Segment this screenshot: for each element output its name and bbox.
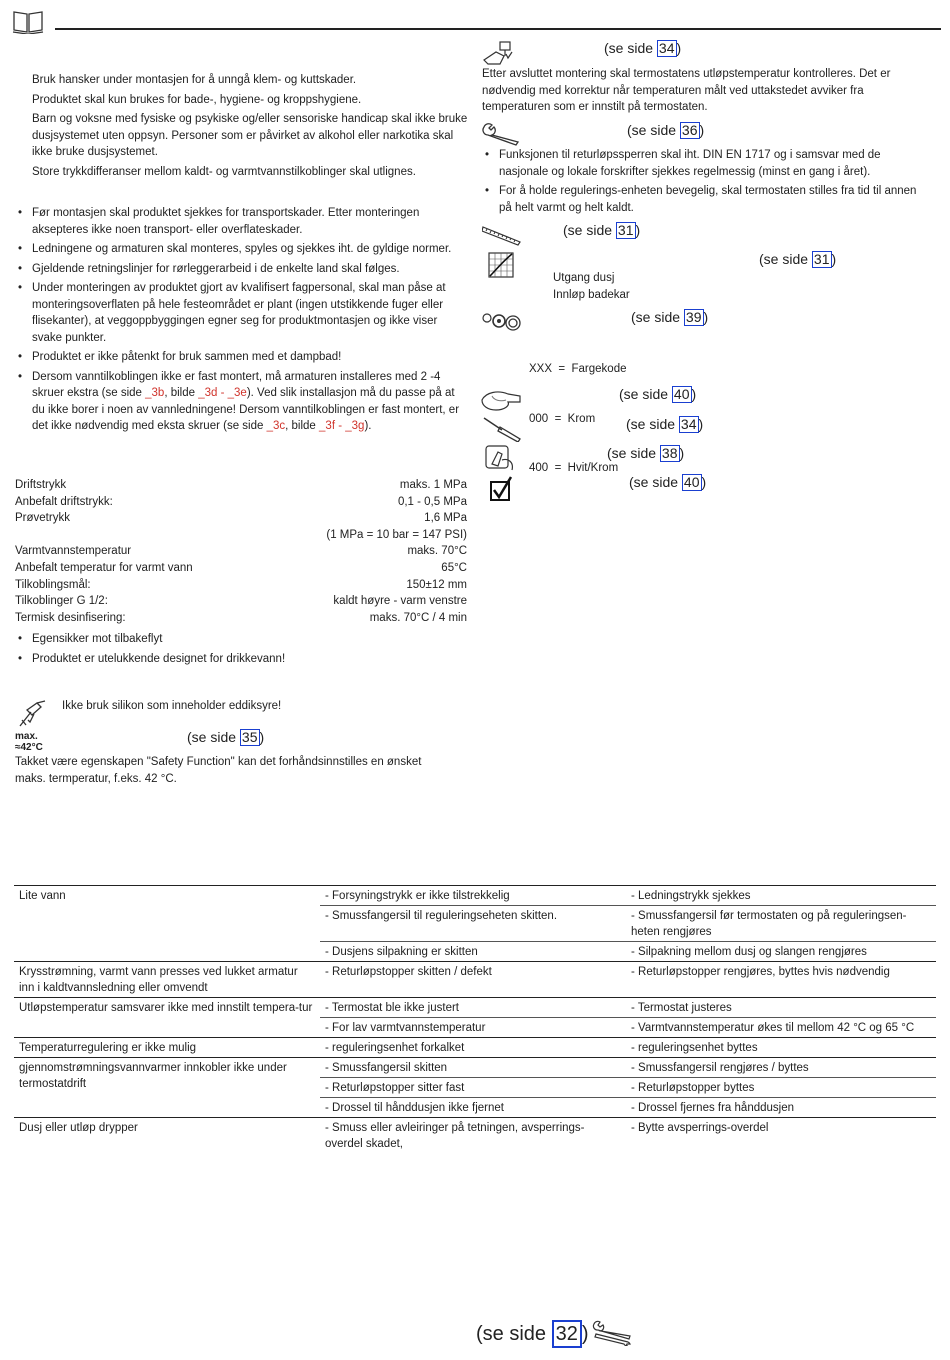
spec-value: maks. 70°C	[407, 545, 467, 558]
service-bullet: • Funksjonen til returløpssperren skal iht. DIN EN 1717 og i samsvar med de nasjonale og lokale forskrifter sjekkes regelmessig (minst en gang i året).	[482, 147, 922, 180]
ruler-icon	[482, 224, 522, 246]
text: ).	[364, 420, 372, 432]
see-page-label: (se side	[619, 386, 672, 402]
paren: )	[679, 445, 685, 461]
remedy-cell: - Returløpstopper byttes	[626, 1078, 936, 1098]
problem-cell: Temperaturregulering er ikke mulig	[14, 1038, 320, 1058]
max-label: max.	[15, 731, 38, 742]
remedy-cell: - Varmtvannstemperatur økes til mellom 42 °C og 65 °C	[626, 1018, 936, 1038]
page-ref	[629, 474, 706, 491]
page-ref	[619, 386, 696, 403]
silicone-gun-icon	[17, 700, 47, 728]
paren: )	[676, 40, 682, 56]
page-ref	[759, 251, 836, 268]
figure-link[interactable]: _3f - _3g	[319, 420, 365, 432]
safety-note: Store trykkdifferanser mellom kaldt- og varmtvannstilkoblinger skal utlignes.	[32, 165, 416, 178]
text: ). Ved slik installasjon må du passe på at du ikke borer i noen av vannledningene! Dersom vanntilkoblingen er fast montert, er det ikke nødvendig med eksta skruer (se side	[32, 387, 460, 432]
safety-note: Barn og voksne med fysiske og psykiske og/eller sensoriske handicap skal ikke bruke dusjsystemet uten oppsyn. Personer som er påvirket av alkohol eller narkotika skal ikke bruke dusjsystemet.	[32, 113, 468, 158]
book-icon	[12, 8, 44, 34]
page-link[interactable]: 31	[617, 222, 634, 238]
table-row	[14, 1038, 936, 1058]
see-page-label: (se side	[604, 40, 657, 56]
page-link[interactable]: 34	[680, 416, 697, 432]
spec-label: Anbefalt driftstrykk:	[15, 495, 113, 508]
page-ref	[631, 309, 708, 326]
flow-labels	[553, 270, 630, 303]
table-row	[14, 1118, 936, 1154]
spec-label: Prøvetrykk	[15, 512, 70, 525]
remedy-cell: - Smussfangersil rengjøres / byttes	[626, 1058, 936, 1078]
cause-cell: - reguleringsenhet forkalket	[320, 1038, 626, 1058]
mounting-instructions	[15, 205, 468, 438]
safety-note: Bruk hansker under montasjen for å unngå klem- og kuttskader.	[32, 74, 357, 86]
spec-label: Anbefalt temperatur for varmt vann	[15, 561, 193, 574]
remedy-cell: - Smussfangersil før termostaten og på reguleringsen-heten rengjøres	[626, 906, 936, 942]
page-link[interactable]: 38	[661, 445, 678, 461]
safety-notes	[32, 72, 468, 180]
spec-value: 0,1 - 0,5 MPa	[397, 495, 467, 508]
problem-cell: Utløpstemperatur samsvarer ikke med innstilt tempera-tur	[14, 998, 320, 1038]
see-page-label: (se side	[631, 309, 684, 325]
paren: )	[698, 416, 704, 432]
remedy-cell: - Ledningstrykk sjekkes	[626, 886, 936, 906]
text: , bilde	[164, 387, 199, 399]
max-temp-icon	[15, 731, 43, 753]
safety-note: Produktet skal kun brukes for bade-, hygiene- og kroppshygiene.	[32, 93, 362, 106]
cause-cell: - Drossel til hånddusjen ikke fjernet	[320, 1098, 626, 1118]
problem-cell: Lite vann	[14, 886, 320, 962]
spec-value: 150±12 mm	[406, 578, 467, 591]
spec-value: 65°C	[441, 561, 467, 574]
handle-mount-icon	[484, 444, 516, 472]
spec-row	[15, 510, 467, 527]
cause-cell: - Termostat ble ikke justert	[320, 998, 626, 1018]
cause-cell: - Smuss eller avleiringer på tetningen, avsperrings-overdel skadet,	[320, 1118, 626, 1154]
spec-label: Driftstrykk	[15, 479, 67, 491]
cause-cell: - Dusjens silpakning er skitten	[320, 942, 626, 962]
cause-cell: - Forsyningstrykk er ikke tilstrekkelig	[320, 886, 626, 906]
spec-row	[15, 577, 467, 594]
see-page-label: (se side	[759, 251, 812, 267]
page-link[interactable]: 39	[685, 309, 702, 325]
page-ref	[563, 222, 640, 239]
spec-row	[15, 477, 467, 494]
spec-value: (1 MPa = 10 bar = 147 PSI)	[326, 528, 467, 541]
page-link[interactable]: 40	[683, 474, 700, 490]
page-link[interactable]: 31	[813, 251, 830, 267]
spec-row	[15, 527, 467, 544]
wrench-icon	[482, 122, 522, 146]
mounting-bullet: • Produktet er ikke påtenkt for bruk sammen med et dampbad!	[15, 349, 468, 366]
flow-label: Innløp badekar	[553, 288, 630, 301]
colour-code: 000 = Krom	[529, 412, 596, 425]
table-row	[14, 998, 936, 1018]
wrenches-icon	[592, 1320, 632, 1346]
mounting-bullet: • Gjeldende retningslinjer for rørleggerarbeid i de enkelte land skal følges.	[15, 261, 468, 278]
spec-row	[15, 560, 467, 577]
table-row	[14, 962, 936, 998]
spec-row	[15, 543, 467, 560]
paren: )	[699, 122, 705, 138]
mounting-bullet: • Ledningene og armaturen skal monteres, spyles og sjekkes iht. de gyldige normer.	[15, 241, 468, 258]
flow-label: Utgang dusj	[553, 272, 615, 284]
service-bullets	[482, 147, 922, 219]
checkbox-check-icon	[489, 476, 513, 502]
spec-row	[15, 593, 467, 610]
service-bullet: • For å holde regulerings-enheten bevegelig, skal termostaten stilles fra tid til annen på helt varmt og helt kaldt.	[482, 183, 922, 216]
remedy-cell: - Returløpstopper rengjøres, byttes hvis nødvendig	[626, 962, 936, 998]
see-page-label: (se side	[627, 122, 680, 138]
page-link[interactable]: 40	[673, 386, 690, 402]
page-link[interactable]: 32	[552, 1320, 582, 1348]
thermometer-check-icon	[482, 40, 516, 66]
page-ref	[604, 40, 681, 57]
colour-code: XXX = Fargekode	[529, 363, 627, 375]
paren: )	[703, 309, 709, 325]
remedy-cell: - Drossel fjernes fra hånddusjen	[626, 1098, 936, 1118]
colour-codes	[529, 328, 627, 493]
spec-bullet: • Produktet er utelukkende designet for drikkevann!	[15, 651, 468, 668]
figure-link[interactable]: _3d - _3e	[198, 387, 247, 399]
cause-cell: - Smussfangersil skitten	[320, 1058, 626, 1078]
cause-cell: - For lav varmtvannstemperatur	[320, 1018, 626, 1038]
spec-bullets	[15, 631, 468, 670]
colour-code: 400 = Hvit/Krom	[529, 462, 619, 474]
cause-cell: - Returløpstopper skitten / defekt	[320, 962, 626, 998]
spec-label: Varmtvannstemperatur	[15, 545, 132, 558]
technical-data	[15, 477, 467, 626]
spec-row	[15, 494, 467, 511]
problem-cell: Krysstrømning, varmt vann presses ved lukket armatur inn i kaldtvannsledning eller omvendt	[14, 962, 320, 998]
troubleshooting-table	[14, 885, 936, 1153]
see-page-label: (se side	[607, 445, 660, 461]
cause-cell: - Returløpstopper sitter fast	[320, 1078, 626, 1098]
problem-cell: Dusj eller utløp drypper	[14, 1118, 320, 1154]
max-temp-label: ≈42°C	[15, 742, 43, 753]
remedy-cell: - Silpakning mellom dusj og slangen rengjøres	[626, 942, 936, 962]
page-ref	[607, 445, 684, 462]
spec-label: Termisk desinfisering:	[15, 611, 126, 624]
page-ref	[627, 122, 704, 139]
page-link[interactable]: 34	[658, 40, 675, 56]
flow-diagram-icon	[488, 252, 514, 278]
paren: )	[691, 386, 697, 402]
table-row	[14, 886, 936, 906]
text: , bilde	[285, 420, 320, 432]
spec-value: kaldt høyre - varm venstre	[333, 595, 467, 608]
spec-row	[15, 610, 467, 627]
figure-link[interactable]: _3b	[145, 387, 165, 399]
paren: )	[259, 729, 265, 745]
temp-check-text: Etter avsluttet montering skal termostatens utløpstemperatur kontrolleres. Det er nødvendig med korrektur når temperaturen målt ved uttakstedet avviker fra temperaturen som er innstilt på termostaten.	[482, 68, 891, 113]
page-ref	[476, 1320, 589, 1348]
page-ref	[626, 416, 703, 433]
paren: )	[701, 474, 707, 490]
spec-value: maks. 1 MPa	[399, 479, 467, 491]
screwdriver-icon	[482, 414, 522, 442]
text: Dersom vanntilkoblingen ikke er fast montert, må armaturen installeres med 2 -4 skruer ekstra (se side	[32, 370, 441, 399]
cleaning-hand-icon	[480, 386, 522, 414]
spec-value: maks. 70°C / 4 min	[369, 611, 467, 624]
mounting-bullet	[15, 369, 468, 435]
figure-link[interactable]: _3c	[266, 420, 286, 432]
remedy-cell: - Termostat justeres	[626, 998, 936, 1018]
remedy-cell: - Bytte avsperrings-overdel	[626, 1118, 936, 1154]
paren: )	[581, 1323, 589, 1345]
see-page-label: (se side	[629, 474, 682, 490]
table-row	[14, 1058, 936, 1078]
safety-function-text: Takket være egenskapen "Safety Function" kan det forhåndsinnstilles en ønsket maks. termperatur, f.eks. 42 °C.	[15, 756, 422, 785]
mounting-bullet: • Under monteringen av produktet gjort av kvalifisert fagpersonal, skal man påse at monteringsoverflaten på hele festeområdet er plant (ingen utstikkende fuger eller flisekanter), at veggoppbyggingen egner seg for produktmontasjen og ikke viser svake punkter.	[15, 280, 468, 346]
remedy-cell: - reguleringsenhet byttes	[626, 1038, 936, 1058]
silicone-note: Ikke bruk silikon som inneholder eddiksyre!	[62, 700, 282, 712]
paren: )	[635, 222, 641, 238]
see-page-label: (se side	[563, 222, 616, 238]
header-rule	[55, 28, 941, 30]
mounting-bullet: • Før montasjen skal produktet sjekkes for transportskader. Etter monteringen aksepteres ikke noen transport- eller overflateskader.	[15, 205, 468, 238]
spec-value: 1,6 MPa	[424, 512, 467, 525]
page-link[interactable]: 36	[681, 122, 698, 138]
spec-label: Tilkoblinger G 1/2:	[15, 595, 108, 608]
see-page-label: (se side	[626, 416, 679, 432]
spec-label: Tilkoblingsmål:	[15, 578, 91, 591]
page-ref	[187, 729, 264, 746]
paren: )	[831, 251, 837, 267]
see-page-label: (se side	[187, 729, 240, 745]
page-link[interactable]: 35	[241, 729, 258, 745]
cause-cell: - Smussfangersil til reguleringseheten skitten.	[320, 906, 626, 942]
spare-parts-icon	[482, 310, 522, 332]
spec-bullet: • Egensikker mot tilbakeflyt	[15, 631, 468, 648]
see-page-label: (se side	[476, 1323, 552, 1345]
problem-cell: gjennomstrømningsvannvarmer innkobler ikke under termostatdrift	[14, 1058, 320, 1118]
